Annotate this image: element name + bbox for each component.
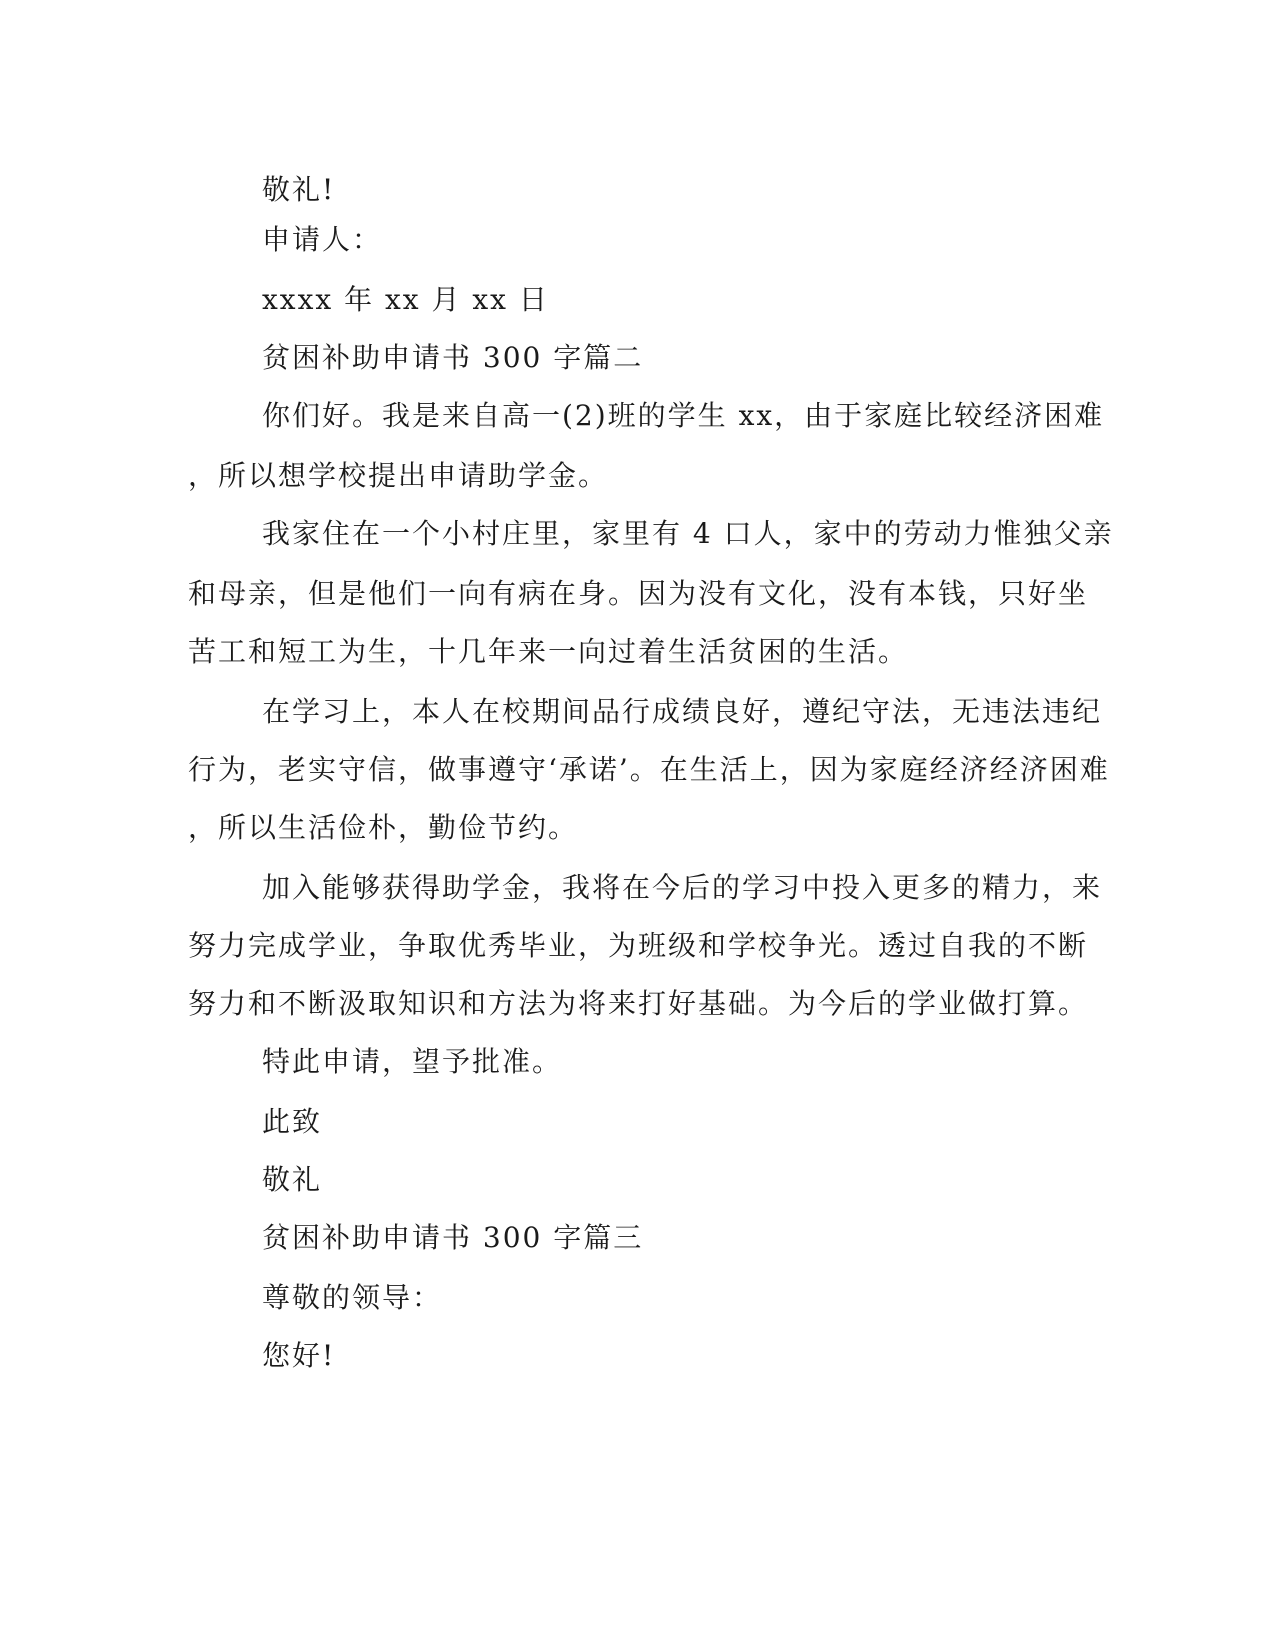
date-line: xxxx 年 xx 月 xx 日: [262, 283, 549, 316]
closing-salute: 敬礼!: [262, 173, 336, 206]
salutation-jingli: 敬礼: [262, 1163, 323, 1196]
greeting-leader: 尊敬的领导：: [262, 1281, 443, 1314]
paragraph-line: 我家住在一个小村庄里，家里有 4 口人，家中的劳动力惟独父亲: [262, 517, 1114, 550]
paragraph-line: 在学习上，本人在校期间品行成绩良好，遵纪守法，无违法违纪: [262, 695, 1103, 728]
section-heading-3: 贫困补助申请书 300 字篇三: [262, 1221, 644, 1254]
section-heading-2: 贫困补助申请书 300 字篇二: [262, 341, 644, 374]
paragraph-line: ，所以想学校提出申请助学金。: [188, 459, 609, 492]
paragraph-line: 努力完成学业，争取优秀毕业，为班级和学校争光。透过自我的不断: [188, 929, 1089, 962]
paragraph-line: ，所以生活俭朴，勤俭节约。: [188, 811, 579, 844]
paragraph-line: 加入能够获得助学金，我将在今后的学习中投入更多的精力，来: [262, 871, 1103, 904]
paragraph-line: 努力和不断汲取知识和方法为将来打好基础。为今后的学业做打算。: [188, 987, 1089, 1020]
request-line: 特此申请，望予批准。: [262, 1045, 563, 1078]
greeting-hello: 您好!: [262, 1339, 336, 1372]
paragraph-line: 和母亲，但是他们一向有病在身。因为没有文化，没有本钱，只好坐: [188, 577, 1089, 610]
salutation-cizhi: 此致: [262, 1105, 323, 1138]
paragraph-line: 行为，老实守信，做事遵守‘承诺’。在生活上，因为家庭经济经济困难: [188, 753, 1110, 786]
paragraph-line: 你们好。我是来自高一(2)班的学生 xx，由于家庭比较经济困难: [262, 399, 1105, 432]
paragraph-line: 苦工和短工为生，十几年来一向过着生活贫困的生活。: [188, 635, 909, 668]
applicant-label: 申请人：: [262, 223, 383, 256]
